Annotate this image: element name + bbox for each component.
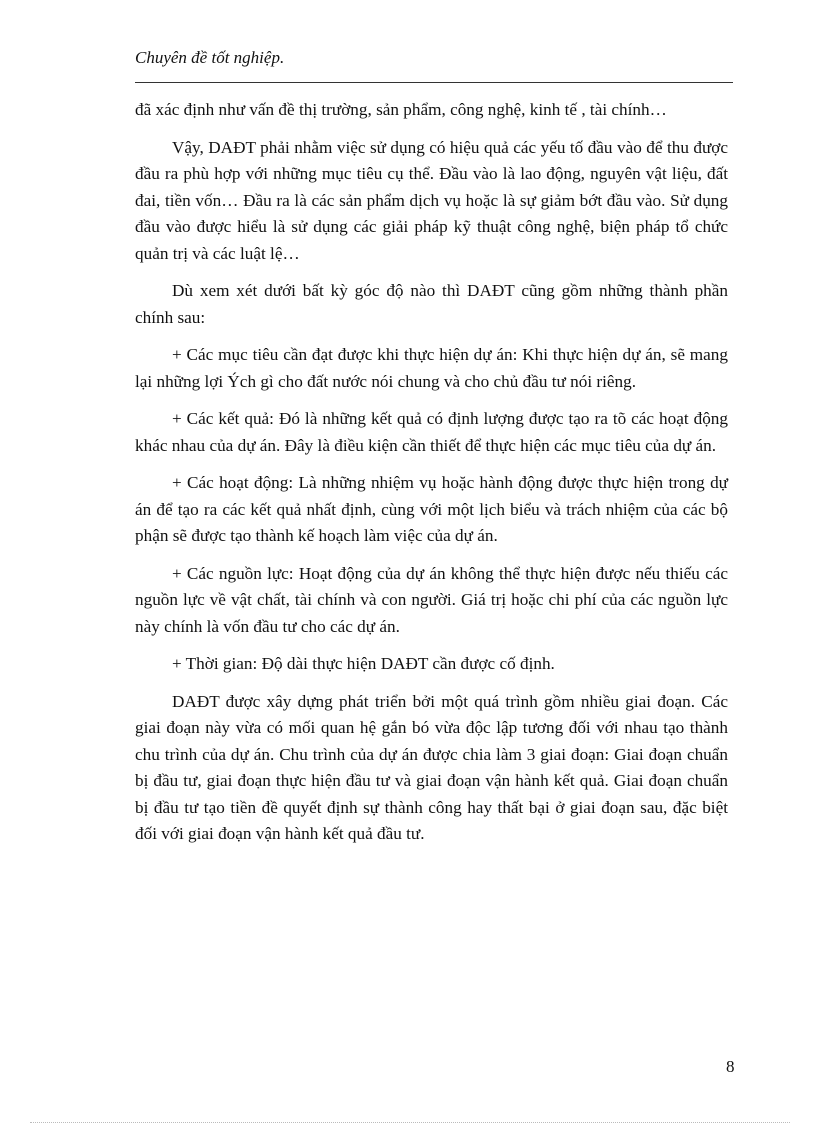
paragraph-activities: + Các hoạt động: Là những nhiệm vụ hoặc hành động được thực hiện trong dự án để tạo ra các kết quả nhất định, cùng với một lịch biểu và trách nhiệm của các bộ phận sẽ được tạo thành kế hoạch làm việc của dự án.	[135, 473, 728, 545]
running-header: Chuyên đề tốt nghiệp.	[135, 48, 285, 67]
paragraph-components-intro: Dù xem xét dưới bất kỳ góc độ nào thì DAĐT cũng gồm những thành phần chính sau:	[135, 281, 728, 327]
paragraph-project-purpose: Vậy, DAĐT phải nhằm việc sử dụng có hiệu quả các yếu tố đầu vào để thu được đầu ra phù hợp với những mục tiêu cụ thể. Đầu vào là lao động, nguyên vật liệu, đất đai, tiền vốn… Đầu ra là các sản phẩm dịch vụ hoặc là sự giảm bớt đầu vào. Sử dụng đầu vào được hiểu là sử dụng các giải pháp kỹ thuật công nghệ, biện pháp tổ chức quản trị và các luật lệ…	[135, 137, 728, 263]
header-divider	[135, 82, 733, 83]
document-body	[135, 97, 728, 859]
paragraph-project-cycle: DAĐT được xây dựng phát triển bởi một quá trình gồm nhiều giai đoạn. Các giai đoạn này vừa có mối quan hệ gắn bó vừa độc lập tương đối với nhau tạo thành chu trình của dự án. Chu trình của dự án được chia làm 3 giai đoạn: Giai đoạn chuẩn bị đầu tư, giai đoạn thực hiện đầu tư và giai đoạn vận hành kết quả. Giai đoạn chuẩn bị đầu tư tạo tiền đề quyết định sự thành công hay thất bại ở giai đoạn sau, đặc biệt đối với giai đoạn vận hành kết quả đầu tư.	[135, 691, 728, 843]
paragraph-results: + Các kết quả: Đó là những kết quả có định lượng được tạo ra tõ các hoạt động khác nhau của dự án. Đây là điều kiện cần thiết để thực hiện các mục tiêu của dự án.	[135, 409, 728, 455]
paragraph-resources: + Các nguồn lực: Hoạt động của dự án không thể thực hiện được nếu thiếu các nguồn lực về vật chất, tài chính và con người. Giá trị hoặc chi phí của các nguồn lực này chính là vốn đầu tư cho các dự án.	[135, 563, 728, 636]
paragraph-time: + Thời gian: Độ dài thực hiện DAĐT cần được cố định.	[172, 654, 555, 673]
paragraph-objectives: + Các mục tiêu cần đạt được khi thực hiện dự án: Khi thực hiện dự án, sẽ mang lại những lợi Ých gì cho đất nước nói chung và cho chủ đầu tư nói riêng.	[135, 345, 728, 391]
paragraph-continuation: đã xác định như vấn đề thị trường, sản phẩm, công nghệ, kinh tế , tài chính…	[135, 100, 667, 119]
page-number: 8	[726, 1057, 735, 1076]
